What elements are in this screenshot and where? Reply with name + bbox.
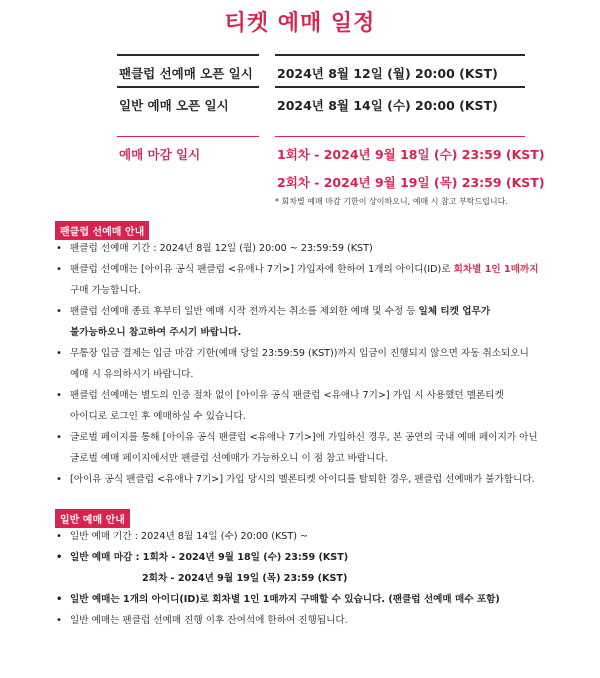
schedule-label: 일반 예매 오픈 일시 bbox=[119, 98, 229, 113]
list-item bbox=[52, 343, 572, 385]
deadline-note: * 회차별 예매 마감 기한이 상이하오니, 예매 시 참고 부탁드립니다. bbox=[275, 197, 508, 206]
bullet-highlight: 일반 예매는 1개의 아이디(ID)로 회차별 1인 1매까지 구매할 수 있습니다. (팬클럽 선예매 매수 포함) bbox=[70, 594, 500, 605]
list-item bbox=[52, 259, 572, 301]
bullet-highlight: 2회차 - 2024년 9월 19일 (목) 23:59 (KST) bbox=[142, 573, 348, 584]
page-title: 티켓 예매 일정 bbox=[224, 11, 376, 36]
fanclub-section-tag: 팬클럽 선예매 안내 bbox=[55, 221, 149, 240]
schedule-value: 2024년 8월 14일 (수) 20:00 (KST) bbox=[277, 98, 498, 113]
bullet-bold: 일체 티켓 업무가 bbox=[418, 306, 491, 317]
schedule-value: 2024년 8월 12일 (월) 20:00 (KST) bbox=[277, 66, 498, 81]
divider bbox=[117, 136, 259, 137]
schedule-table bbox=[117, 54, 545, 196]
list-item bbox=[52, 547, 572, 589]
deadline-label: 예매 마감 일시 bbox=[119, 147, 201, 162]
schedule-row-general-open bbox=[117, 86, 525, 136]
divider bbox=[275, 86, 525, 88]
bullet-text: [아이유 공식 팬클럽 <유애나 7기>] 가입 당시의 멜론티켓 아이디를 탈퇴한 경우, 팬클럽 선예매가 불가합니다. bbox=[70, 474, 535, 485]
general-section-tag: 일반 예매 안내 bbox=[55, 509, 130, 528]
deadline-round-1: 1회차 - 2024년 9월 18일 (수) 23:59 (KST) bbox=[277, 147, 545, 162]
bullet-text: 일반 예매 기간 : 2024년 8월 14일 (수) 20:00 (KST) ~ bbox=[70, 531, 309, 542]
list-item bbox=[52, 610, 572, 631]
list-item bbox=[52, 238, 572, 259]
bullet-highlight: 회차별 1인 1매까지 bbox=[453, 264, 539, 275]
list-item bbox=[52, 469, 572, 490]
bullet-text: 팬클럽 선예매는 별도의 인증 절차 없이 [아이유 공식 팬클럽 <유애나 7기>] 가입 시 사용했던 멜론티켓 bbox=[70, 390, 504, 401]
list-item bbox=[52, 526, 572, 547]
deadline-round-2: 2회차 - 2024년 9월 19일 (목) 23:59 (KST) bbox=[277, 175, 545, 190]
divider bbox=[275, 54, 525, 56]
bullet-text: 예매 시 유의하시기 바랍니다. bbox=[70, 369, 194, 380]
fanclub-bullet-list bbox=[52, 238, 572, 490]
list-item bbox=[52, 385, 572, 427]
list-item bbox=[52, 427, 572, 469]
bullet-text: 팬클럽 선예매 종료 후부터 일반 예매 시작 전까지는 취소를 제외한 예매 및 수정 등 bbox=[70, 306, 419, 317]
bullet-bold: 불가능하오니 참고하여 주시기 바랍니다. bbox=[70, 327, 242, 338]
divider bbox=[117, 54, 259, 56]
list-item bbox=[52, 301, 572, 343]
divider bbox=[275, 136, 525, 137]
schedule-row-deadline bbox=[117, 136, 545, 196]
bullet-text: 무통장 입금 결제는 입금 마감 기한(예매 당일 23:59:59 (KST))까지 입금이 진행되지 않으면 자동 취소되오니 bbox=[70, 348, 529, 359]
bullet-text: 팬클럽 선예매 기간 : 2024년 8월 12일 (월) 20:00 ~ 23:59:59 (KST) bbox=[70, 243, 373, 254]
schedule-row-fanclub-open bbox=[117, 54, 525, 86]
divider bbox=[117, 86, 259, 88]
bullet-highlight: 일반 예매 마감 : 1회차 - 2024년 9월 18일 (수) 23:59 (KST) bbox=[70, 552, 349, 563]
bullet-text: 팬클럽 선예매는 [아이유 공식 팬클럽 <유애나 7기>] 가입자에 한하여 1개의 아이디(ID)로 bbox=[70, 264, 454, 275]
bullet-text: 구매 가능합니다. bbox=[70, 285, 141, 296]
deadline-values bbox=[277, 145, 545, 201]
bullet-text: 일반 예매는 팬클럽 선예매 진행 이후 잔여석에 한하여 진행됩니다. bbox=[70, 615, 348, 626]
bullet-text: 글로벌 페이지를 통해 [아이유 공식 팬클럽 <유애나 7기>]에 가입하신 경우, 본 공연의 국내 예매 페이지가 아닌 bbox=[70, 432, 538, 443]
list-item bbox=[52, 589, 572, 610]
bullet-text: 글로벌 예매 페이지에서만 팬클럽 선예매가 가능하오니 이 점 참고 바랍니다. bbox=[70, 453, 388, 464]
general-bullet-list bbox=[52, 526, 572, 631]
schedule-label: 팬클럽 선예매 오픈 일시 bbox=[119, 66, 253, 81]
bullet-text: 아이디로 로그인 후 예매하실 수 있습니다. bbox=[70, 411, 246, 422]
